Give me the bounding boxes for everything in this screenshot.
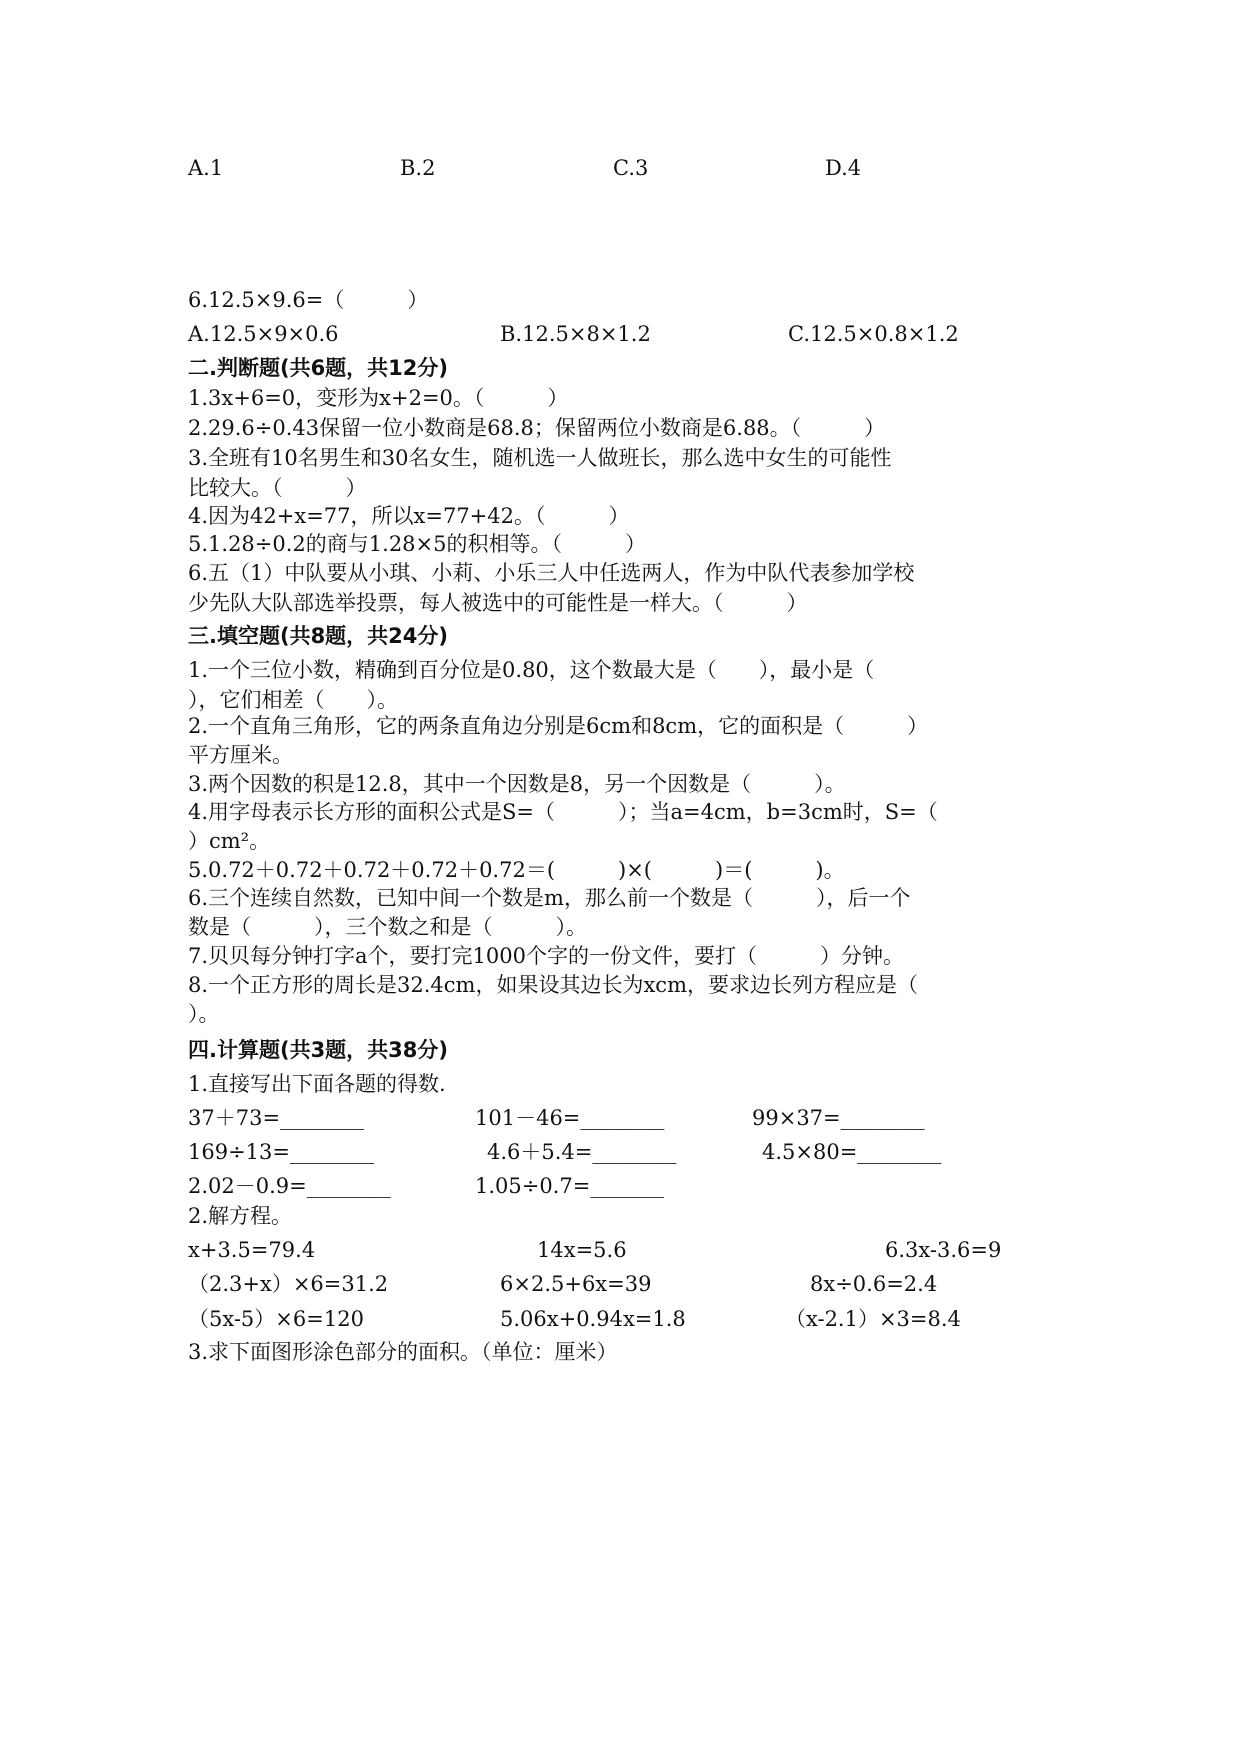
section3-line: 4.用字母表示长方形的面积公式是S=（ ）；当a=4cm，b=3cm时，S=（ <box>188 800 938 824</box>
mental-math-item: 101－46=________ <box>475 1106 665 1130</box>
section3-line: ）cm²。 <box>188 829 271 853</box>
section2-line: 5.1.28÷0.2的商与1.28×5的积相等。（ ） <box>188 532 646 556</box>
mental-math-item: 2.02－0.9=________ <box>188 1174 391 1198</box>
mental-math-item: 4.6＋5.4=________ <box>487 1140 677 1164</box>
section2-heading: 二.判断题(共6题，共12分) <box>188 356 449 380</box>
section2-line: 比较大。（ ） <box>188 476 367 500</box>
section3-line: 2.一个直角三角形，它的两条直角边分别是6cm和8cm，它的面积是（ ） <box>188 714 929 738</box>
section4-q3-title: 3.求下面图形涂色部分的面积。（单位：厘米） <box>188 1340 618 1364</box>
section2-line: 6.五（1）中队要从小琪、小莉、小乐三人中任选两人，作为中队代表参加学校 <box>188 561 915 585</box>
q5-option-c: C.3 <box>613 156 649 180</box>
q5-option-b: B.2 <box>400 156 436 180</box>
section3-line: 数是（ ），三个数之和是（ ）。 <box>188 915 587 939</box>
q5-option-a: A.1 <box>188 156 224 180</box>
q5-option-d: D.4 <box>825 156 862 180</box>
equation-item: （x-2.1）×3=8.4 <box>785 1307 961 1331</box>
q6-option-a: A.12.5×9×0.6 <box>188 322 339 346</box>
section3-line: ），它们相差（ ）。 <box>188 688 398 712</box>
section2-line: 4.因为42+x=77，所以x=77+42。（ ） <box>188 504 630 528</box>
equation-item: 5.06x+0.94x=1.8 <box>500 1307 686 1331</box>
section3-line: 6.三个连续自然数，已知中间一个数是m，那么前一个数是（ ），后一个 <box>188 886 911 910</box>
section2-line: 1.3x+6=0，变形为x+2=0。（ ） <box>188 386 569 410</box>
equation-item: 6×2.5+6x=39 <box>500 1272 652 1296</box>
q6-option-b: B.12.5×8×1.2 <box>500 322 651 346</box>
section4-q1-title: 1.直接写出下面各题的得数. <box>188 1072 446 1096</box>
section2-line: 2.29.6÷0.43保留一位小数商是68.8；保留两位小数商是6.88。（ ） <box>188 416 886 440</box>
q6-stem: 6.12.5×9.6=（ ） <box>188 288 429 312</box>
section3-line: ）。 <box>188 1002 220 1026</box>
equation-item: 14x=5.6 <box>537 1238 627 1262</box>
section3-line: 8.一个正方形的周长是32.4cm，如果设其边长为xcm，要求边长列方程应是（ <box>188 973 918 997</box>
equation-item: 8x÷0.6=2.4 <box>810 1272 938 1296</box>
mental-math-item: 99×37=________ <box>752 1106 925 1130</box>
section3-line: 5.0.72＋0.72＋0.72＋0.72＋0.72＝( )×( )＝( )。 <box>188 858 845 882</box>
equation-item: x+3.5=79.4 <box>188 1238 316 1262</box>
section3-line: 平方厘米。 <box>188 743 293 767</box>
mental-math-item: 4.5×80=________ <box>762 1140 942 1164</box>
q6-option-c: C.12.5×0.8×1.2 <box>788 322 959 346</box>
section4-q2-title: 2.解方程。 <box>188 1204 293 1228</box>
section2-line: 少先队大队部选举投票，每人被选中的可能性是一样大。（ ） <box>188 591 808 615</box>
mental-math-item: 37＋73=________ <box>188 1106 365 1130</box>
section3-line: 7.贝贝每分钟打字a个，要打完1000个字的一份文件，要打（ ）分钟。 <box>188 944 904 968</box>
section3-heading: 三.填空题(共8题，共24分) <box>188 624 449 648</box>
section4-heading: 四.计算题(共3题，共38分) <box>188 1038 449 1062</box>
section2-line: 3.全班有10名男生和30名女生，随机选一人做班长，那么选中女生的可能性 <box>188 446 892 470</box>
equation-item: 6.3x-3.6=9 <box>885 1238 1002 1262</box>
equation-item: （2.3+x）×6=31.2 <box>188 1272 389 1296</box>
section3-line: 3.两个因数的积是12.8，其中一个因数是8，另一个因数是（ ）。 <box>188 772 846 796</box>
mental-math-item: 169÷13=________ <box>188 1140 374 1164</box>
section3-line: 1.一个三位小数，精确到百分位是0.80，这个数最大是（ ），最小是（ <box>188 658 875 682</box>
equation-item: （5x-5）×6=120 <box>188 1307 364 1331</box>
mental-math-item: 1.05÷0.7=_______ <box>475 1174 664 1198</box>
